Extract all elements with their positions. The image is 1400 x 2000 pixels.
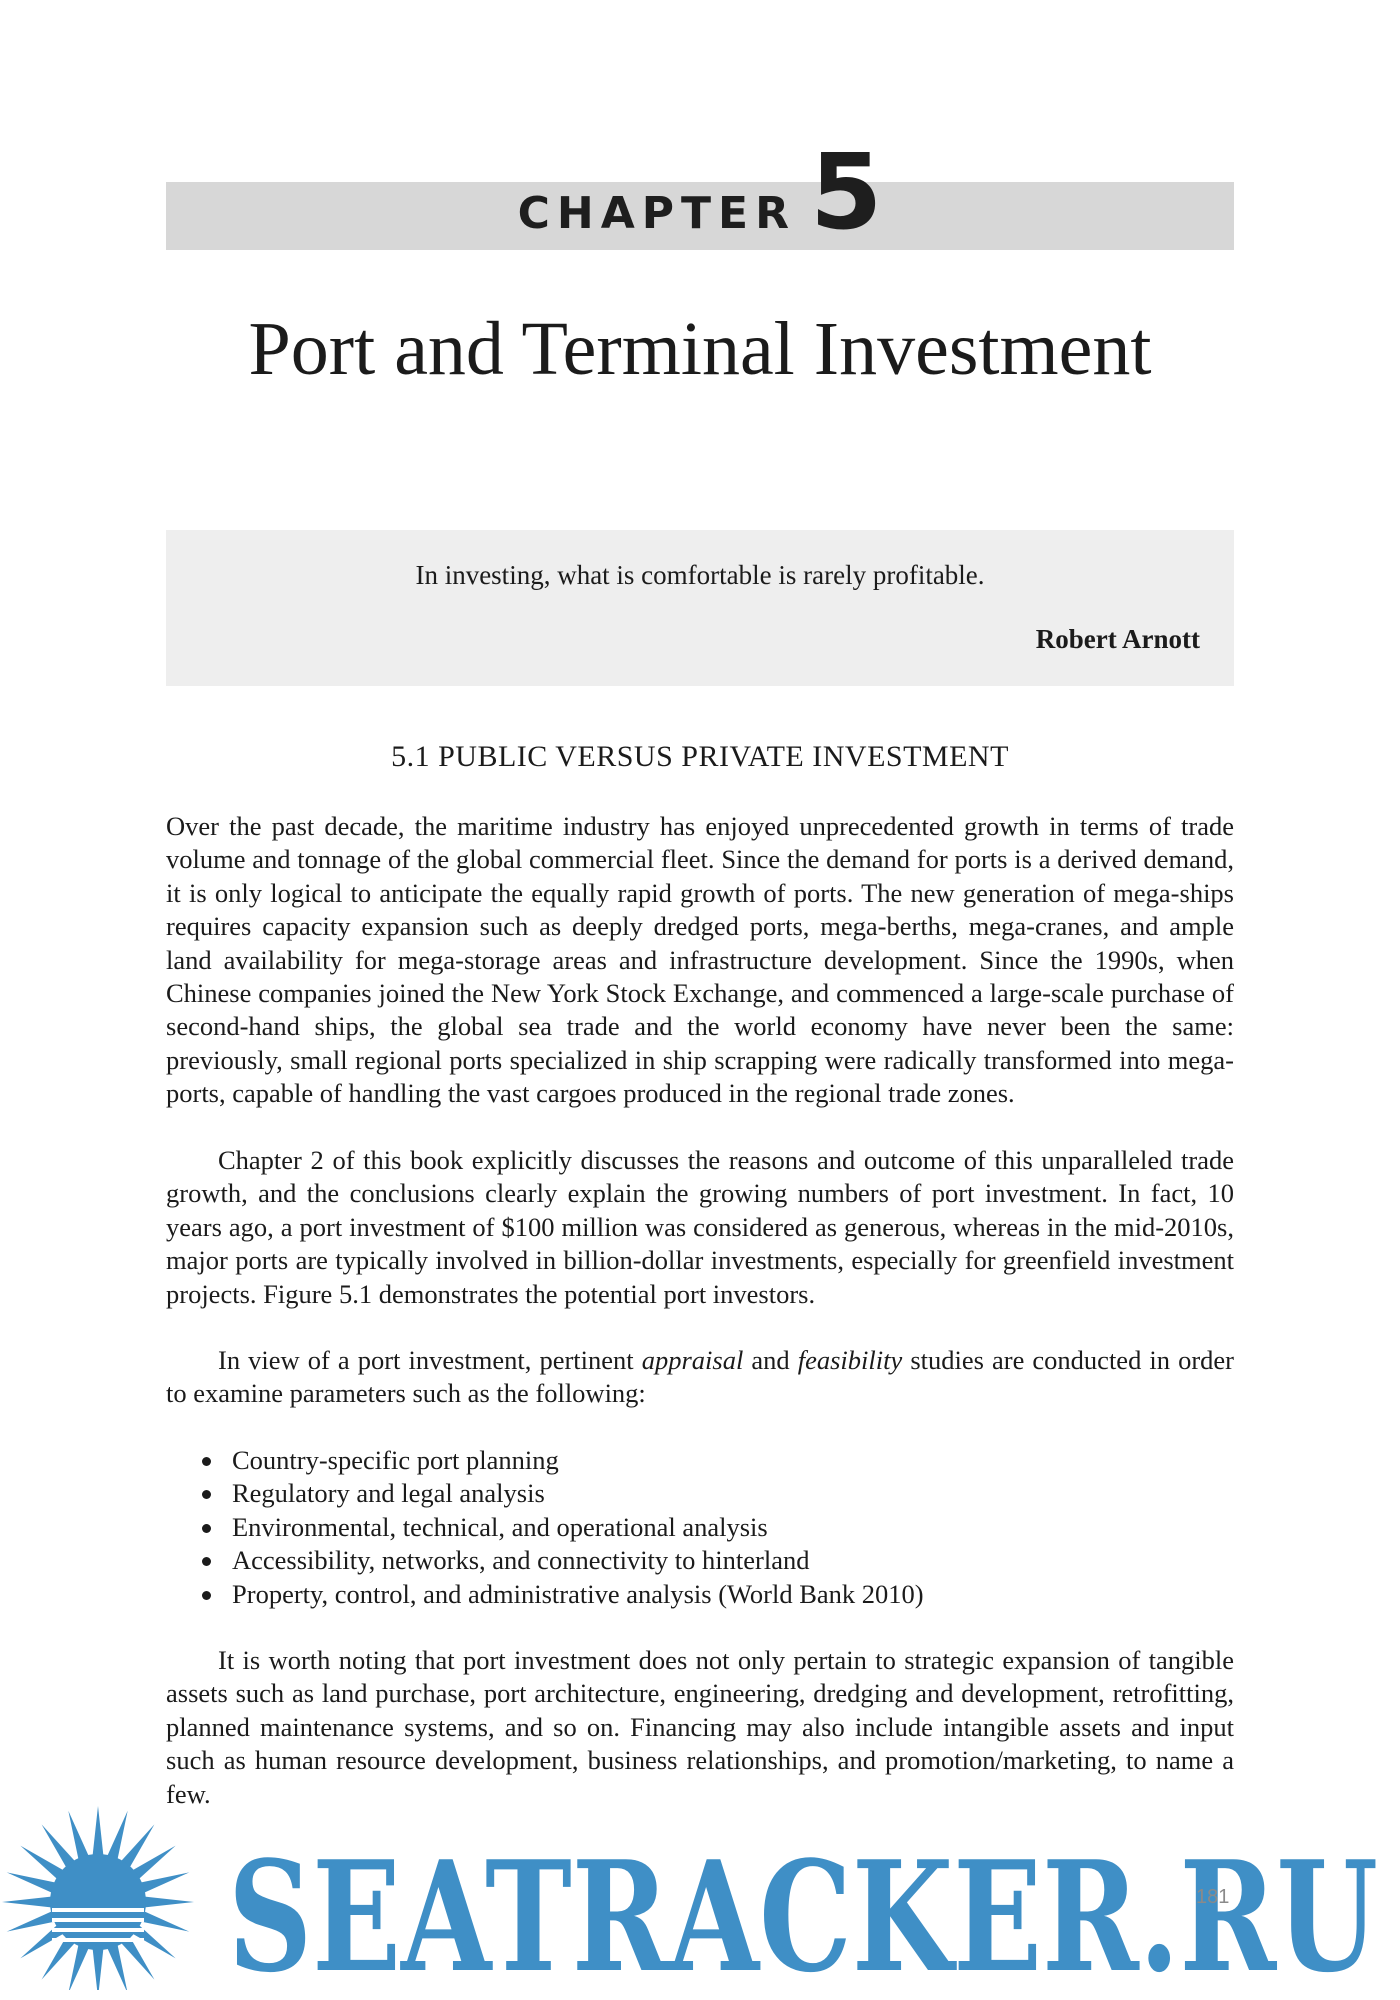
list-item: Property, control, and administrative analysis (World Bank 2010) — [200, 1578, 924, 1611]
emphasis-appraisal: appraisal — [641, 1345, 744, 1375]
list-item: Country-specific port planning — [200, 1444, 924, 1477]
chapter-label: CHAPTER — [517, 188, 796, 239]
chapter-number: 5 — [810, 131, 883, 253]
sun-wave-line — [52, 1928, 144, 1932]
sun-ray — [142, 1896, 194, 1907]
list-item: Environmental, technical, and operational analysis — [200, 1511, 924, 1544]
epigraph-box — [166, 530, 1234, 686]
page-number: 181 — [1196, 1886, 1230, 1908]
sun-wave-line — [52, 1918, 144, 1922]
list-item: Accessibility, networks, and connectivity to hinterland — [200, 1544, 924, 1577]
p3-text-start: In view of a port investment, pertinent — [218, 1345, 642, 1375]
body-paragraph-2: Chapter 2 of this book explicitly discusses the reasons and outcome of this unparalleled trade growth, and the conclusions clearly explain the growing numbers of port investment. In fact, 10 years ago, a port investment of $100 million was considered as generous, whereas in the mid-2010s, major ports are typically involved in billion-dollar investments, especially for greenfield investment projects. Figure 5.1 demonstrates the potential port investors. — [166, 1145, 1234, 1309]
body-paragraph-4: It is worth noting that port investment does not only pertain to strategic expansion of tangible assets such as land purchase, port architecture, engineering, dredging and development, retrofitting, planned maintenance systems, and so on. Financing may also include intangible assets and input such as human resource development, business relationships, and promotion/marketing, to name a few. — [166, 1645, 1234, 1809]
sun-ray — [7, 1910, 59, 1932]
sun-disc — [50, 1854, 146, 1950]
epigraph-author: Robert Arnott — [1035, 624, 1200, 654]
sun-ray — [138, 1872, 190, 1894]
bullet-list — [200, 1444, 924, 1611]
body-paragraph-3 — [166, 1344, 1234, 1411]
sun-ray — [106, 1942, 128, 1990]
body-paragraph-1: Over the past decade, the maritime industry has enjoyed unprecedented growth in terms of trade volume and tonnage of the global commercial fleet. Since the demand for ports is a derived demand, it is only logical to anticipate the equally rapid growth of ports. The new generation of mega-ships requires capacity expansion such as deeply dredged ports, mega-berths, mega-cranes, and ample land availability for mega-storage areas and infrastructure development. Since the 1990s, when Chinese companies joined the New York Stock Exchange, and commenced a large-scale purchase of second-hand ships, the global sea trade and the world economy have never been the same: previously, small regional ports specialized in ship scrapping were radically transformed into mega-ports, capable of handling the vast cargoes produced in the regional trade zones. — [166, 811, 1234, 1109]
sun-wave-line — [52, 1908, 144, 1912]
section-heading: 5.1 PUBLIC VERSUS PRIVATE INVESTMENT — [391, 740, 1009, 773]
sun-ray — [2, 1896, 54, 1907]
list-item: Regulatory and legal analysis — [200, 1477, 924, 1510]
sun-wave-line — [52, 1938, 144, 1942]
sun-logo-icon — [2, 1806, 194, 1990]
watermark-text: SEATRACKER.RU — [228, 1827, 1378, 1990]
chapter-title: Port and Terminal Investment — [248, 307, 1152, 391]
sun-ray — [68, 1811, 90, 1863]
watermark — [0, 1790, 1400, 1990]
emphasis-feasibility: feasibility — [797, 1345, 903, 1375]
p3-text-end: studies are conducted in order to examine parameters such as the following: — [166, 1345, 1234, 1409]
sun-ray — [68, 1942, 90, 1990]
epigraph-quote: In investing, what is comfortable is rarely profitable. — [415, 560, 985, 590]
sun-ray — [92, 1946, 103, 1990]
sun-ray — [92, 1806, 103, 1858]
chapter-heading — [0, 131, 1400, 253]
sun-ray — [7, 1872, 59, 1894]
p3-text-mid: and — [743, 1345, 798, 1375]
sun-ray — [106, 1811, 128, 1863]
sun-ray — [138, 1910, 190, 1932]
